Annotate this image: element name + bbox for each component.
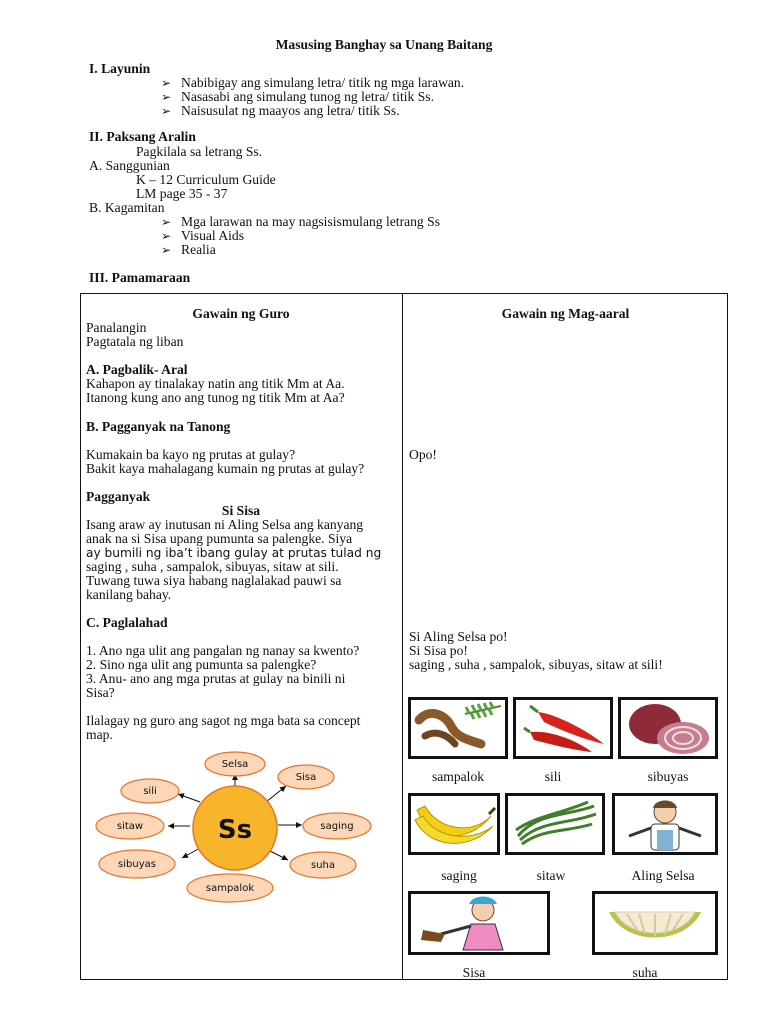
concept-node xyxy=(205,752,265,776)
concept-node-label: sili xyxy=(143,786,157,797)
concept-node xyxy=(187,874,273,902)
question-line: Sisa? xyxy=(86,685,115,700)
layunin-item: ➢ Naisusulat ng maayos ang letra/ titik Ss. xyxy=(181,103,400,119)
guro-pagtatala: Pagtatala ng liban xyxy=(86,334,184,349)
layunin-item: ➢ Nasasabi ang simulang tunog ng letra/ titik Ss. xyxy=(181,89,434,105)
concept-center-label: Ss xyxy=(217,815,253,845)
picture-sibuyas xyxy=(618,697,718,759)
concept-node xyxy=(290,852,356,878)
onion-icon xyxy=(621,700,715,756)
caption-sibuyas: sibuyas xyxy=(647,769,689,784)
pagbalik-line: Itanong kung ano ang tunog ng titik Mm at Aa? xyxy=(86,390,345,405)
story-line: Tuwang tuwa siya habang naglalakad pauwi sa xyxy=(86,573,342,588)
picture-sampalok xyxy=(408,697,508,759)
ilalagay-line: map. xyxy=(86,727,113,742)
sanggunian-item: K – 12 Curriculum Guide xyxy=(136,172,276,187)
tamarind-icon xyxy=(411,700,505,756)
page-title: Masusing Banghay sa Unang Baitang xyxy=(275,37,493,52)
picture-sitaw xyxy=(505,793,605,855)
pomelo-icon xyxy=(595,894,715,952)
paksang-heading: II. Paksang Aralin xyxy=(89,129,196,144)
concept-node xyxy=(96,813,164,839)
concept-node xyxy=(303,813,371,839)
layunin-item: ➢ Nabibigay ang simulang letra/ titik ng mga larawan. xyxy=(181,75,464,91)
pagbalik-line: Kahapon ay tinalakay natin ang titik Mm at Aa. xyxy=(86,376,345,391)
concept-node xyxy=(278,765,334,789)
pagganyak-heading: Pagganyak xyxy=(86,489,151,504)
sanggunian-item: LM page 35 - 37 xyxy=(136,186,228,201)
story-title: Si Sisa xyxy=(221,503,261,518)
concept-node-label: sibuyas xyxy=(118,859,156,870)
concept-node-label: Selsa xyxy=(221,759,249,770)
answer-line: Si Sisa po! xyxy=(409,643,468,658)
story-line: saging , suha , sampalok, sibuyas, sitaw at sili. xyxy=(86,559,339,574)
banana-icon xyxy=(411,796,497,852)
kagamitan-item: ➢ Visual Aids xyxy=(181,228,244,244)
mother-icon xyxy=(615,796,715,852)
story-line: kanilang bahay. xyxy=(86,587,172,602)
story-line: ay bumili ng iba’t ibang gulay at prutas tulad ng xyxy=(86,546,382,560)
concept-node-label: sitaw xyxy=(116,821,144,832)
answer-line: saging , suha , sampalok, sibuyas, sitaw at sili! xyxy=(409,657,663,672)
kagamitan-label: B. Kagamitan xyxy=(89,200,165,215)
caption-sampalok: sampalok xyxy=(431,769,485,784)
arrow-sibuyas xyxy=(182,848,200,858)
concept-node-label: sampalok xyxy=(205,883,255,894)
picture-aling-selsa xyxy=(612,793,718,855)
picture-sisa xyxy=(408,891,550,955)
caption-sisa: Sisa xyxy=(462,965,486,980)
caption-suha: suha xyxy=(632,965,658,980)
question-line: 2. Sino nga ulit ang pumunta sa palengke? xyxy=(86,657,317,672)
arrow-sili xyxy=(178,794,200,802)
pagbalik-heading: A. Pagbalik- Aral xyxy=(86,362,188,377)
tanong-heading: B. Pagganyak na Tanong xyxy=(86,419,231,434)
caption-saging: saging xyxy=(441,868,477,883)
arrow-suha xyxy=(268,850,288,860)
paksang-topic: Pagkilala sa letrang Ss. xyxy=(136,144,263,159)
story-line: anak na si Sisa upang pumunta sa palengke. Siya xyxy=(86,531,353,546)
picture-sili xyxy=(513,697,613,759)
answer-opo: Opo! xyxy=(409,447,437,462)
concept-map xyxy=(86,740,386,910)
concept-node xyxy=(121,779,179,803)
long-beans-icon xyxy=(508,796,602,852)
pamamaraan-heading: III. Pamamaraan xyxy=(89,270,191,285)
chili-icon xyxy=(516,700,610,756)
sanggunian-label: A. Sanggunian xyxy=(89,158,170,173)
concept-node-label: Sisa xyxy=(295,772,317,783)
caption-sitaw: sitaw xyxy=(536,868,566,883)
kagamitan-item: ➢ Realia xyxy=(181,242,216,258)
guro-panalangin: Panalangin xyxy=(86,320,147,335)
arrow-sisa xyxy=(266,786,286,802)
answer-line: Si Aling Selsa po! xyxy=(409,629,508,644)
ilalagay-line: Ilalagay ng guro ang sagot ng mga bata sa concept xyxy=(86,713,361,728)
story-line: Isang araw ay inutusan ni Aling Selsa ang kanyang xyxy=(86,517,364,532)
col-header-guro: Gawain ng Guro xyxy=(192,306,290,321)
caption-aling-selsa: Aling Selsa xyxy=(631,868,695,883)
question-line: 1. Ano nga ulit ang pangalan ng nanay sa kwento? xyxy=(86,643,360,658)
table-divider xyxy=(402,293,403,980)
layunin-heading: I. Layunin xyxy=(89,61,151,76)
tanong-line: Kumakain ba kayo ng prutas at gulay? xyxy=(86,447,296,462)
tanong-line: Bakit kaya mahalagang kumain ng prutas at gulay? xyxy=(86,461,365,476)
concept-node-label: saging xyxy=(320,821,354,832)
concept-node xyxy=(99,850,175,878)
kagamitan-item: ➢ Mga larawan na may nagsisismulang letrang Ss xyxy=(181,214,440,230)
caption-sili: sili xyxy=(544,769,562,784)
paglalahad-heading: C. Paglalahad xyxy=(86,615,168,630)
picture-suha xyxy=(592,891,718,955)
girl-icon xyxy=(411,894,547,952)
concept-node-label: suha xyxy=(310,860,336,871)
picture-saging xyxy=(408,793,500,855)
col-header-magaaral: Gawain ng Mag-aaral xyxy=(501,306,630,321)
concept-center xyxy=(193,786,277,870)
question-line: 3. Anu- ano ang mga prutas at gulay na binili ni xyxy=(86,671,346,686)
